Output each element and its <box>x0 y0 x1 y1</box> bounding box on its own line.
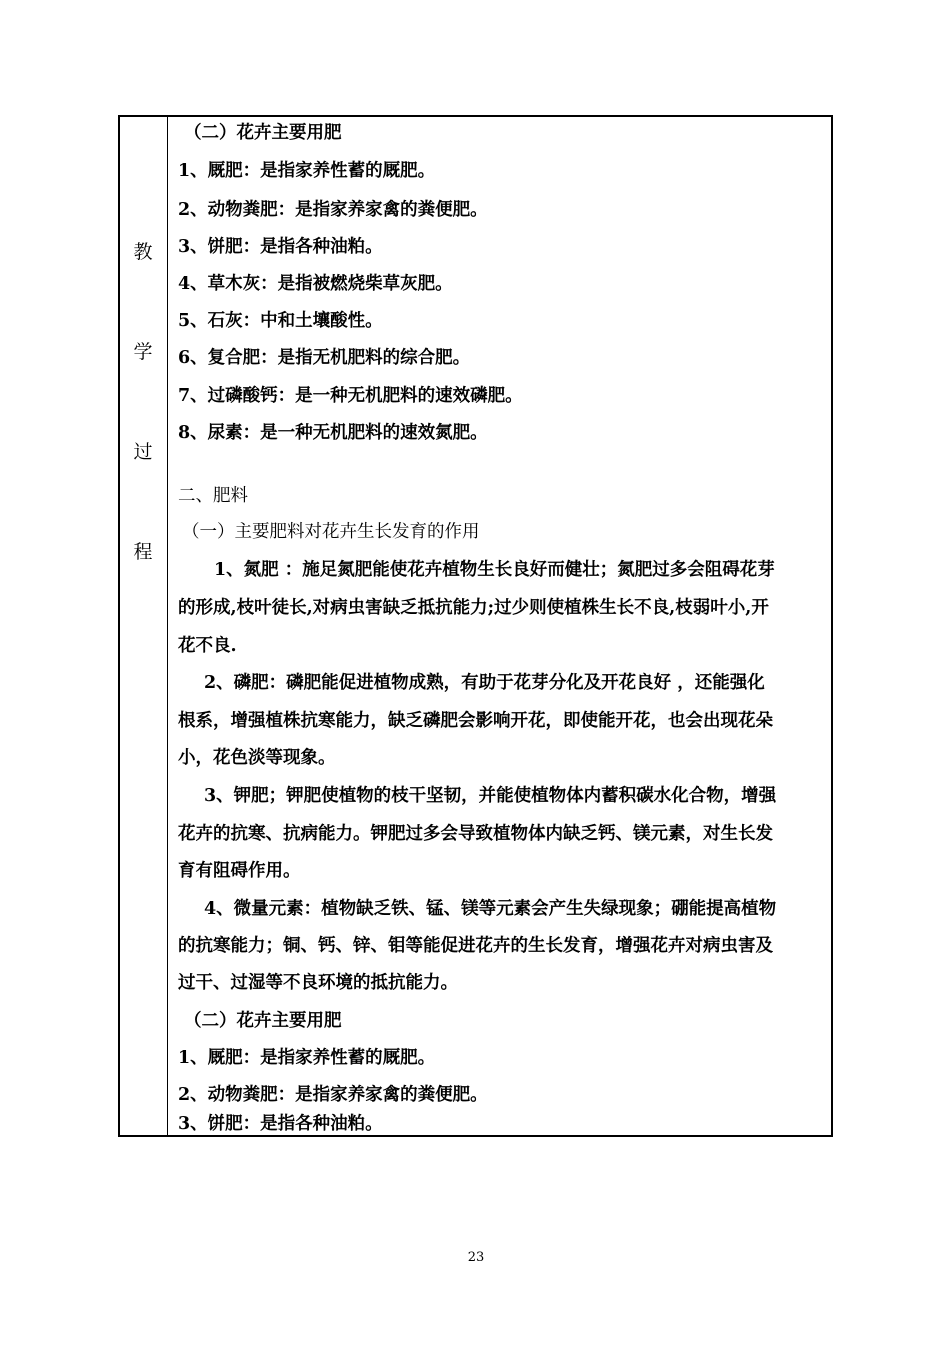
section-heading: 二、肥料 <box>178 486 248 506</box>
text-line: 7、过磷酸钙：是一种无机肥料的速效磷肥。 <box>178 386 523 406</box>
paragraph-line: 4、微量元素：植物缺乏铁、锰、镁等元素会产生失绿现象；硼能提高植物 <box>204 899 777 919</box>
lesson-table <box>118 115 833 1137</box>
content-cell <box>168 117 831 1135</box>
text-line: 2、动物粪肥：是指家养家禽的粪便肥。 <box>178 200 488 220</box>
side-label-column <box>120 117 168 1135</box>
paragraph-line: 过干、过湿等不良环境的抵抗能力。 <box>178 973 458 993</box>
text-line: 5、石灰：中和土壤酸性。 <box>178 311 383 331</box>
text-line: 3、饼肥：是指各种油粕。 <box>178 1114 383 1134</box>
text-line: 1、厩肥：是指家养性蓄的厩肥。 <box>178 161 436 181</box>
paragraph-line: 2、磷肥：磷肥能促进植物成熟，有助于花芽分化及开花良好 ，还能强化 <box>204 673 765 693</box>
text-line: 4、草木灰：是指被燃烧柴草灰肥。 <box>178 274 453 294</box>
paragraph-line: 的形成,枝叶徒长,对病虫害缺乏抵抗能力;过少则使植株生长不良,枝弱叶小,开 <box>178 598 769 618</box>
paragraph-line: 花不良. <box>178 636 237 656</box>
paragraph-line: 育有阻碍作用。 <box>178 861 301 881</box>
text-line: 6、复合肥：是指无机肥料的综合肥。 <box>178 348 471 368</box>
paragraph-line: 小，花色淡等现象。 <box>178 748 336 768</box>
side-label-char: 学 <box>133 341 153 363</box>
paragraph-line: 的抗寒能力；铜、钙、锌、钼等能促进花卉的生长发育，增强花卉对病虫害及 <box>178 936 773 956</box>
text-line: 2、动物粪肥：是指家养家禽的粪便肥。 <box>178 1085 488 1105</box>
side-label-char: 程 <box>133 541 153 563</box>
text-line: 3、饼肥：是指各种油粕。 <box>178 237 383 257</box>
section-heading: （二）花卉主要用肥 <box>184 123 342 143</box>
section-heading: （一）主要肥料对花卉生长发育的作用 <box>182 522 480 542</box>
page-number: 23 <box>467 1250 485 1265</box>
paragraph-line: 花卉的抗寒、抗病能力。钾肥过多会导致植物体内缺乏钙、镁元素，对生长发 <box>178 824 773 844</box>
paragraph-line: 1、氮肥 ：施足氮肥能使花卉植物生长良好而健壮；氮肥过多会阻碍花芽 <box>214 560 775 580</box>
paragraph-line: 根系，增强植株抗寒能力，缺乏磷肥会影响开花，即使能开花，也会出现花朵 <box>178 711 773 731</box>
side-label-char: 教 <box>133 241 153 263</box>
text-line: 1、厩肥：是指家养性蓄的厩肥。 <box>178 1048 436 1068</box>
text-line: 8、尿素：是一种无机肥料的速效氮肥。 <box>178 423 488 443</box>
section-heading: （二）花卉主要用肥 <box>184 1011 342 1031</box>
paragraph-line: 3、钾肥；钾肥使植物的枝干坚韧，并能使植物体内蓄积碳水化合物，增强 <box>204 786 777 806</box>
side-label-char: 过 <box>133 441 153 463</box>
